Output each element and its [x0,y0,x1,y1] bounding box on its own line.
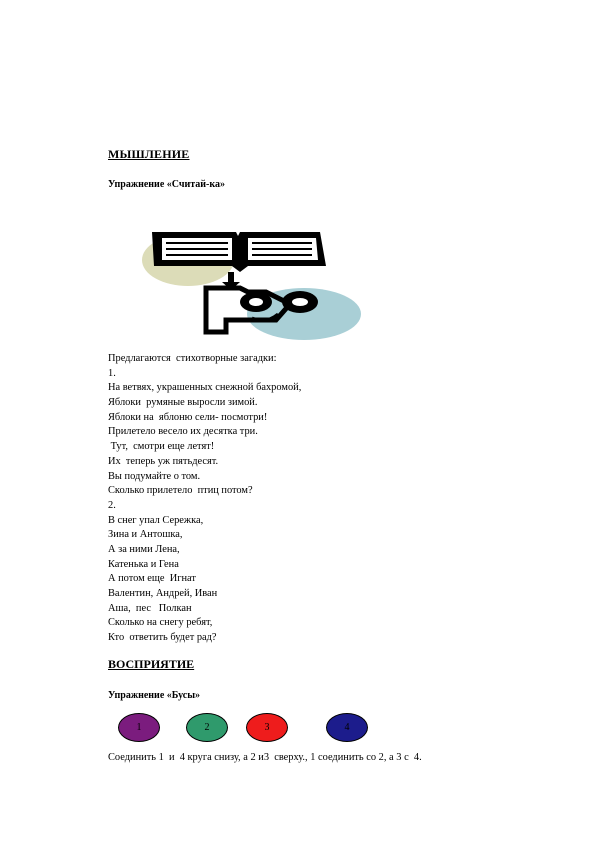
section-heading-perception: ВОСПРИЯТИЕ [108,657,195,671]
bead-label: 1 [136,722,142,733]
bead-3 [246,713,288,742]
riddle-line: Яблоки румяные выросли зимой. [108,397,258,409]
riddle-line: Сколько на снегу ребят, [108,617,213,629]
book-and-reader-clipart [140,226,365,342]
riddle-line: На ветвях, украшенных снежной бахромой, [108,382,302,394]
bead-4 [326,713,368,742]
instruction-text: Соединить 1 и 4 круга снизу, а 2 и3 сверху., 1 соединить со 2, а 3 с 4. [108,752,422,763]
bead-label: 4 [344,722,350,733]
riddles-text [108,352,301,646]
riddle-line: Сколько прилетело птиц потом? [108,485,253,497]
bead-label: 2 [204,722,210,733]
riddle-line: Аша, пес Полкан [108,602,192,614]
exercise-title-beads: Упражнение «Бусы» [108,690,201,701]
riddle-line: Катенька и Гена [108,558,179,570]
riddle-line: Предлагаются стихотворные загадки: [108,353,277,364]
riddle-line: А потом еще Игнат [108,573,196,585]
riddle-line: 2. [108,499,116,511]
riddle-line: Валентин, Андрей, Иван [108,588,218,599]
bead-1 [118,713,160,742]
riddle-line: В снег упал Сережка, [108,514,204,526]
riddle-line: 1. [108,367,116,379]
exercise-title-count: Упражнение «Считай-ка» [108,179,225,190]
bead-2 [186,713,228,742]
riddle-line: Яблоки на яблоню сели- посмотри! [108,411,268,423]
riddle-line: А за ними Лена, [108,543,180,555]
riddle-line: Прилетело весело их десятка три. [108,426,258,438]
bead-label: 3 [264,722,270,733]
riddle-line: Вы подумайте о том. [108,470,201,482]
riddle-line: Тут, смотри еще летят! [108,441,215,453]
riddle-line: Кто ответить будет рад? [108,632,217,644]
riddle-line: Их теперь уж пятьдесят. [108,455,219,467]
section-heading-thinking: МЫШЛЕНИЕ [108,147,190,161]
riddle-line: Зина и Антошка, [108,529,183,541]
